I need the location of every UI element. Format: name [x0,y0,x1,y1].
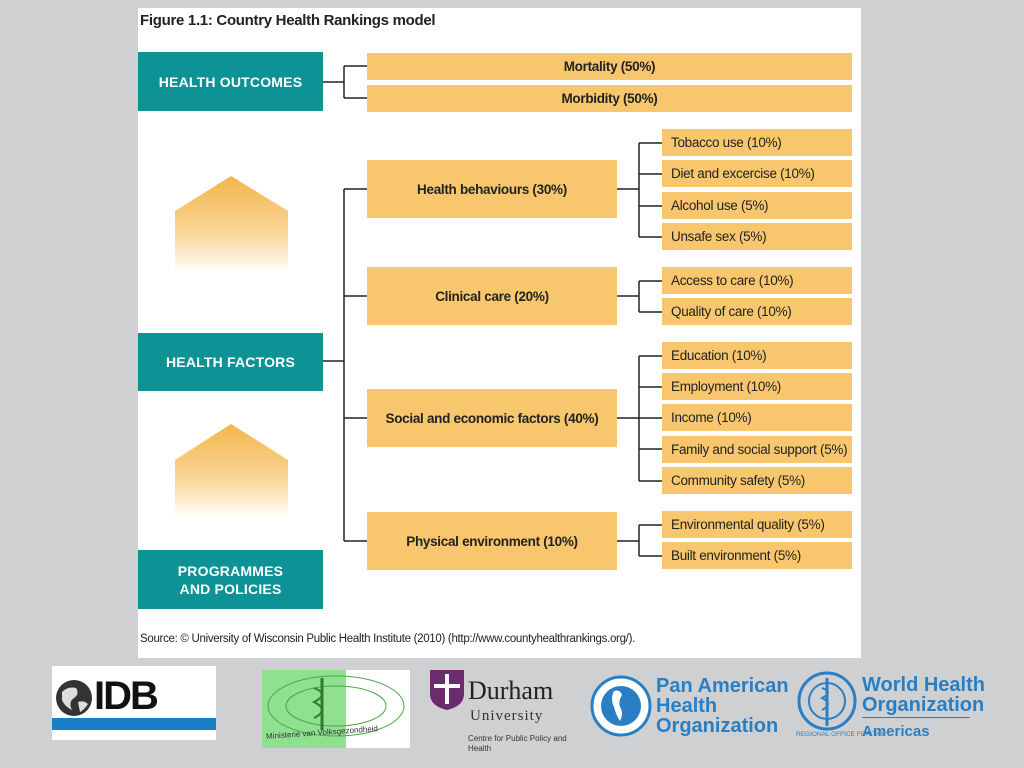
item-built-environment: Built environment (5%) [662,542,852,569]
item-quality-of-care: Quality of care (10%) [662,298,852,325]
item-unsafe-sex: Unsafe sex (5%) [662,223,852,250]
item-access-to-care: Access to care (10%) [662,267,852,294]
physical-environment-box: Physical environment (10%) [367,512,617,570]
mortality-box: Mortality (50%) [367,53,852,80]
durham-university: University [470,708,544,724]
up-arrow-icon [175,176,288,273]
durham-centre: Centre for Public Policy and Health [468,734,567,753]
up-arrow-icon [175,424,288,518]
durham-logo [430,670,570,756]
health-outcomes-box: HEALTH OUTCOMES [138,52,323,111]
source-citation: Source: © University of Wisconsin Public Health Institute (2010) (http://www.countyhealthrankings.org/). [140,633,636,645]
ministry-logo [262,670,410,748]
clinical-care-box: Clinical care (20%) [367,267,617,325]
paho-line3: Organization [656,715,779,737]
item-family-social-support: Family and social support (5%) [662,436,852,463]
who-americas: Americas [862,723,930,740]
programmes-policies-box: PROGRAMMES AND POLICIES [138,550,323,609]
ministry-text: Ministerie van Volksgezondheid [265,724,379,741]
item-income: Income (10%) [662,404,852,431]
morbidity-box: Morbidity (50%) [367,85,852,112]
idb-blue-bar [52,718,216,730]
who-regional: REGIONAL OFFICE FOR THE [796,731,886,738]
durham-shield-icon [430,670,464,710]
paho-line1: Pan American [656,675,789,697]
durham-name: Durham [468,676,554,705]
paho-line2: Health [656,695,718,717]
paho-logo [590,673,789,743]
who-line2: Organization [862,694,985,716]
who-divider [862,717,970,718]
figure-panel [138,8,861,658]
idb-text: IDB [94,674,157,718]
health-behaviours-box: Health behaviours (30%) [367,160,617,218]
who-line1: World Health [862,674,985,696]
health-factors-box: HEALTH FACTORS [138,333,323,391]
item-alcohol-use: Alcohol use (5%) [662,192,852,219]
item-employment: Employment (10%) [662,373,852,400]
who-logo [796,670,986,745]
item-diet-exercise: Diet and excercise (10%) [662,160,852,187]
item-tobacco-use: Tobacco use (10%) [662,129,852,156]
globe-icon [54,678,94,718]
paho-emblem-icon [590,675,652,737]
item-environmental-quality: Environmental quality (5%) [662,511,852,538]
item-education: Education (10%) [662,342,852,369]
idb-logo [52,666,216,740]
social-economic-box: Social and economic factors (40%) [367,389,617,447]
who-emblem-icon [796,670,858,732]
item-community-safety: Community safety (5%) [662,467,852,494]
figure-title: Figure 1.1: Country Health Rankings model [140,12,436,29]
